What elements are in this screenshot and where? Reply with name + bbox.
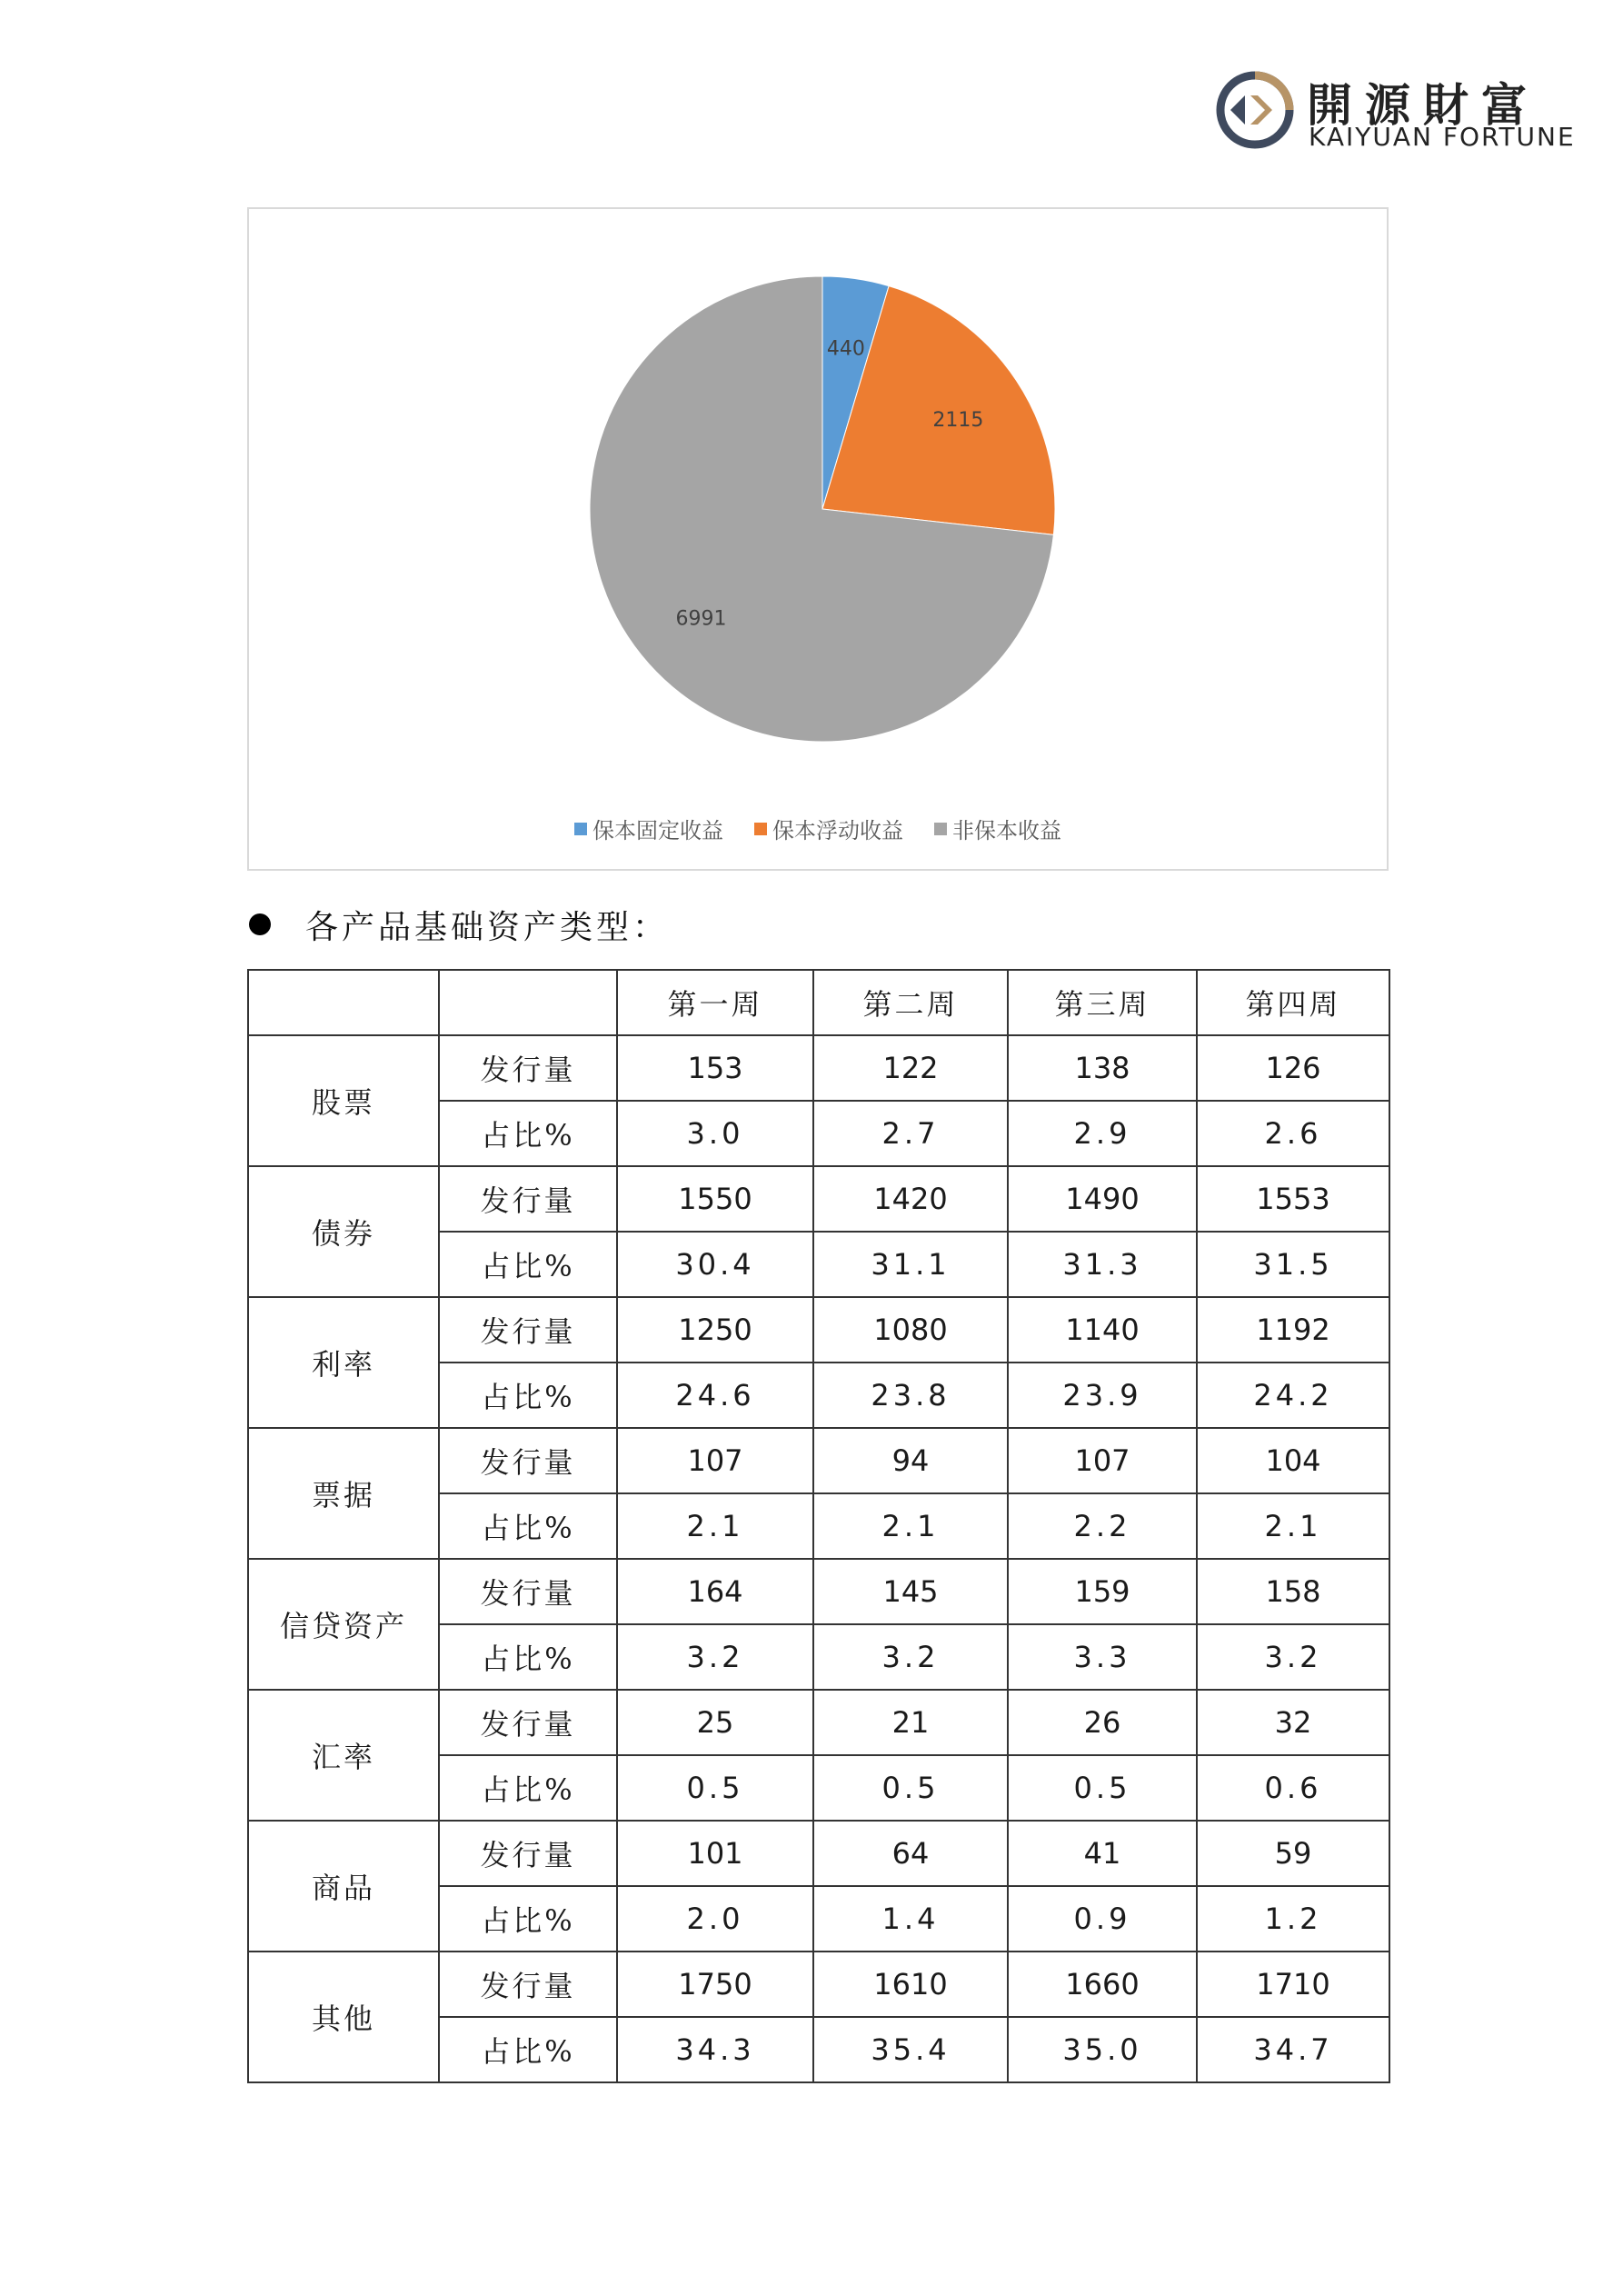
value-cell: 104 <box>1197 1428 1389 1493</box>
metric-label-cell: 占比% <box>439 2017 617 2082</box>
table-header-row <box>248 970 1389 1035</box>
header-empty-cell <box>439 970 617 1035</box>
metric-label-cell: 占比% <box>439 1493 617 1559</box>
pie-data-label: 440 <box>826 337 865 361</box>
value-cell: 26 <box>1008 1690 1197 1755</box>
legend-swatch <box>754 823 767 835</box>
header-empty-cell <box>248 970 439 1035</box>
value-cell: 35.0 <box>1008 2017 1197 2082</box>
metric-label-cell: 占比% <box>439 1101 617 1166</box>
logo-name-en: KAIYUAN FORTUNE <box>1309 122 1576 152</box>
value-cell: 0.5 <box>1008 1755 1197 1821</box>
value-cell: 2.1 <box>813 1493 1008 1559</box>
value-cell: 2.9 <box>1008 1101 1197 1166</box>
metric-label-cell: 占比% <box>439 1886 617 1952</box>
metric-label-cell: 发行量 <box>439 1035 617 1101</box>
pie-chart <box>247 207 1389 871</box>
value-cell: 1710 <box>1197 1952 1389 2017</box>
asset-type-cell: 股票 <box>248 1035 439 1166</box>
legend-swatch <box>934 823 947 835</box>
value-cell: 126 <box>1197 1035 1389 1101</box>
table-row <box>248 1952 1389 2017</box>
value-cell: 2.1 <box>617 1493 813 1559</box>
value-cell: 3.2 <box>617 1624 813 1690</box>
value-cell: 32 <box>1197 1690 1389 1755</box>
pie-data-label: 2115 <box>932 409 984 433</box>
logo-emblem-icon <box>1214 69 1296 151</box>
metric-label-cell: 发行量 <box>439 1559 617 1624</box>
value-cell: 64 <box>813 1821 1008 1886</box>
value-cell: 2.7 <box>813 1101 1008 1166</box>
value-cell: 2.0 <box>617 1886 813 1952</box>
asset-type-cell: 其他 <box>248 1952 439 2082</box>
value-cell: 24.2 <box>1197 1363 1389 1428</box>
value-cell: 1.4 <box>813 1886 1008 1952</box>
value-cell: 31.3 <box>1008 1232 1197 1297</box>
value-cell: 24.6 <box>617 1363 813 1428</box>
value-cell: 35.4 <box>813 2017 1008 2082</box>
table-row <box>248 1559 1389 1624</box>
value-cell: 2.1 <box>1197 1493 1389 1559</box>
value-cell: 23.8 <box>813 1363 1008 1428</box>
chart-legend <box>249 813 1387 844</box>
value-cell: 158 <box>1197 1559 1389 1624</box>
value-cell: 94 <box>813 1428 1008 1493</box>
value-cell: 1610 <box>813 1952 1008 2017</box>
asset-type-cell: 票据 <box>248 1428 439 1559</box>
value-cell: 3.2 <box>1197 1624 1389 1690</box>
table-row <box>248 1035 1389 1101</box>
value-cell: 0.6 <box>1197 1755 1389 1821</box>
header-week-cell: 第二周 <box>813 970 1008 1035</box>
table-row <box>248 1166 1389 1232</box>
header-week-cell: 第一周 <box>617 970 813 1035</box>
header-week-cell: 第三周 <box>1008 970 1197 1035</box>
asset-type-cell: 商品 <box>248 1821 439 1952</box>
asset-type-cell: 汇率 <box>248 1690 439 1821</box>
pie-data-label: 6991 <box>675 607 727 631</box>
value-cell: 1420 <box>813 1166 1008 1232</box>
value-cell: 122 <box>813 1035 1008 1101</box>
value-cell: 59 <box>1197 1821 1389 1886</box>
value-cell: 0.5 <box>617 1755 813 1821</box>
legend-label: 保本浮动收益 <box>772 818 903 844</box>
legend-label: 保本固定收益 <box>592 818 723 844</box>
value-cell: 107 <box>617 1428 813 1493</box>
company-logo <box>1214 69 1576 160</box>
value-cell: 153 <box>617 1035 813 1101</box>
metric-label-cell: 占比% <box>439 1232 617 1297</box>
value-cell: 34.3 <box>617 2017 813 2082</box>
value-cell: 1750 <box>617 1952 813 2017</box>
metric-label-cell: 发行量 <box>439 1428 617 1493</box>
value-cell: 101 <box>617 1821 813 1886</box>
metric-label-cell: 发行量 <box>439 1297 617 1363</box>
value-cell: 159 <box>1008 1559 1197 1624</box>
metric-label-cell: 占比% <box>439 1624 617 1690</box>
value-cell: 23.9 <box>1008 1363 1197 1428</box>
metric-label-cell: 发行量 <box>439 1952 617 2017</box>
pie-chart-canvas <box>249 209 1390 809</box>
value-cell: 31.1 <box>813 1232 1008 1297</box>
value-cell: 2.2 <box>1008 1493 1197 1559</box>
value-cell: 1550 <box>617 1166 813 1232</box>
value-cell: 3.0 <box>617 1101 813 1166</box>
header-week-cell: 第四周 <box>1197 970 1389 1035</box>
value-cell: 1660 <box>1008 1952 1197 2017</box>
legend-swatch <box>574 823 587 835</box>
value-cell: 41 <box>1008 1821 1197 1886</box>
logo-name-cn: 開源財富 <box>1307 79 1539 132</box>
value-cell: 3.3 <box>1008 1624 1197 1690</box>
value-cell: 34.7 <box>1197 2017 1389 2082</box>
value-cell: 1140 <box>1008 1297 1197 1363</box>
value-cell: 145 <box>813 1559 1008 1624</box>
table-row <box>248 1428 1389 1493</box>
value-cell: 1.2 <box>1197 1886 1389 1952</box>
metric-label-cell: 占比% <box>439 1755 617 1821</box>
legend-label: 非保本收益 <box>952 818 1061 844</box>
value-cell: 1080 <box>813 1297 1008 1363</box>
value-cell: 138 <box>1008 1035 1197 1101</box>
value-cell: 1553 <box>1197 1166 1389 1232</box>
table-row <box>248 1821 1389 1886</box>
metric-label-cell: 发行量 <box>439 1821 617 1886</box>
value-cell: 0.9 <box>1008 1886 1197 1952</box>
value-cell: 1192 <box>1197 1297 1389 1363</box>
table-row <box>248 1297 1389 1363</box>
value-cell: 107 <box>1008 1428 1197 1493</box>
metric-label-cell: 占比% <box>439 1363 617 1428</box>
asset-type-cell: 利率 <box>248 1297 439 1428</box>
value-cell: 3.2 <box>813 1624 1008 1690</box>
value-cell: 1490 <box>1008 1166 1197 1232</box>
section-title: 各产品基础资产类型： <box>305 908 670 946</box>
value-cell: 30.4 <box>617 1232 813 1297</box>
value-cell: 31.5 <box>1197 1232 1389 1297</box>
value-cell: 2.6 <box>1197 1101 1389 1166</box>
asset-type-cell: 信贷资产 <box>248 1559 439 1690</box>
value-cell: 0.5 <box>813 1755 1008 1821</box>
section-heading <box>249 902 669 947</box>
legend-item <box>934 813 1061 844</box>
asset-type-table <box>247 969 1390 2083</box>
metric-label-cell: 发行量 <box>439 1690 617 1755</box>
value-cell: 164 <box>617 1559 813 1624</box>
table-row <box>248 1690 1389 1755</box>
bullet-icon <box>249 913 271 935</box>
legend-item <box>754 813 903 844</box>
value-cell: 21 <box>813 1690 1008 1755</box>
legend-item <box>574 813 723 844</box>
value-cell: 25 <box>617 1690 813 1755</box>
value-cell: 1250 <box>617 1297 813 1363</box>
metric-label-cell: 发行量 <box>439 1166 617 1232</box>
asset-type-cell: 债券 <box>248 1166 439 1297</box>
